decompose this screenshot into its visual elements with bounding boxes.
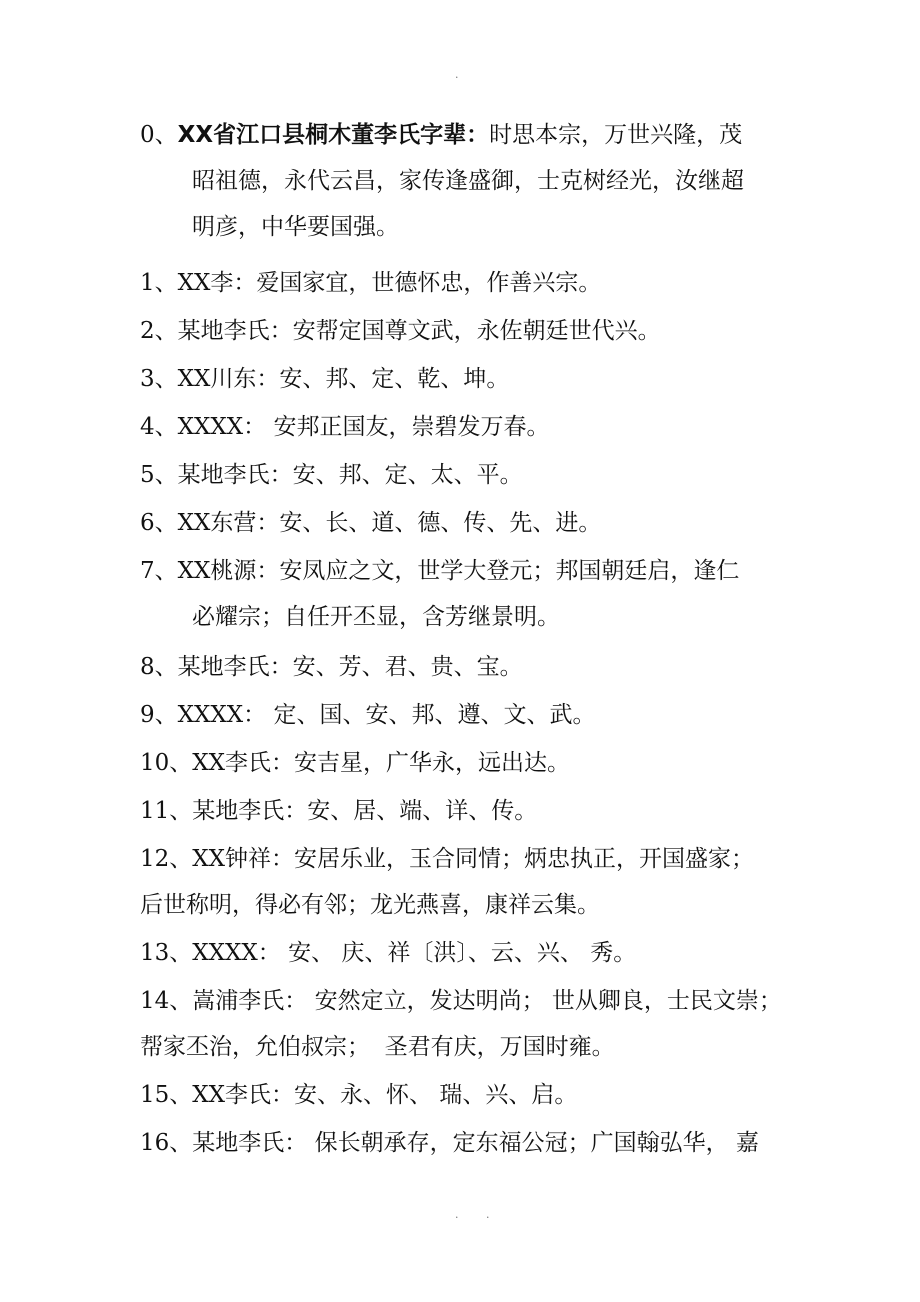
entry-label: XX东营：	[177, 510, 280, 536]
entry-label: XX省江口县桐木董李氏字辈：	[177, 122, 490, 148]
entry-text: 定、国、安、邦、遵、文、武。	[266, 702, 596, 728]
entry-number: 8、	[140, 654, 178, 680]
entry-text: 时思本宗，万世兴隆，茂	[489, 122, 743, 148]
entry-text: 安然定立，发达明尚； 世从卿良，士民文崇；	[307, 988, 782, 1014]
entry-number: 13、	[140, 940, 193, 966]
list-item-16	[140, 1120, 785, 1166]
list-item-10	[140, 740, 785, 786]
entry-label: XXXX：	[177, 702, 267, 728]
page-dot-top: ·	[455, 71, 459, 84]
entry-label: XXXX：	[192, 940, 281, 966]
list-item-1	[140, 260, 785, 306]
list-item-7	[140, 548, 785, 640]
document-body	[140, 112, 785, 1168]
entry-text: 安凤应之文，世学大登元；邦国朝廷启，逢仁	[279, 558, 740, 584]
entry-number: 1、	[140, 270, 178, 296]
entry-label: XX桃源：	[177, 558, 280, 584]
list-item-11	[140, 788, 785, 834]
entry-text: 安邦正国友，崇碧发万春。	[266, 414, 550, 440]
entry-text: 安、邦、定、乾、坤。	[279, 366, 510, 392]
list-item-14	[140, 978, 785, 1070]
entry-number: 4、	[140, 414, 178, 440]
list-item-9	[140, 692, 785, 738]
entry-number: 15、	[140, 1082, 193, 1108]
list-item-4	[140, 404, 785, 450]
list-item-15	[140, 1072, 785, 1118]
entry-text: 安、邦、定、太、平。	[292, 462, 523, 488]
entry-text: 安、长、道、德、传、先、进。	[279, 510, 602, 536]
entry-text: 安吉星，广华永，远出达。	[294, 750, 571, 776]
entry-number: 10、	[140, 750, 193, 776]
entry-text: 安居乐业，玉合同情；炳忠执正，开国盛家；	[294, 846, 755, 872]
entry-number: 5、	[140, 462, 178, 488]
entry-text: 保长朝承存，定东福公冠；广国翰弘华， 嘉	[307, 1130, 759, 1156]
entry-number: 12、	[140, 846, 193, 872]
entry-text: 必耀宗；自任开丕显，含芳继景明。	[192, 604, 560, 630]
entry-label: 嵩浦李氏：	[192, 988, 308, 1014]
entry-text: 帮家丕治，允伯叔宗； 圣君有庆，万国时雍。	[140, 1034, 615, 1060]
entry-text: 明彦，中华要国强。	[192, 214, 399, 240]
page-dot-bottom: · ·	[455, 1211, 502, 1224]
entry-label: 某地李氏：	[177, 318, 293, 344]
entry-text: 昭祖德，永代云昌，家传逢盛御，士克树经光，汝继超	[192, 168, 744, 194]
entry-label: 某地李氏：	[192, 1130, 308, 1156]
entry-text: 安、永、怀、 瑞、兴、启。	[294, 1082, 578, 1108]
entry-text: 安帮定国尊文武，永佐朝廷世代兴。	[292, 318, 661, 344]
entry-text: 后世称明，得必有邻；龙光燕喜，康祥云集。	[140, 892, 600, 918]
list-item-6	[140, 500, 785, 546]
list-item-13	[140, 930, 785, 976]
entry-number: 11、	[140, 798, 193, 824]
entry-number: 14、	[140, 988, 193, 1014]
entry-text: 安、居、端、详、传。	[307, 798, 538, 824]
entry-number: 9、	[140, 702, 178, 728]
entry-number: 2、	[140, 318, 178, 344]
entry-number: 0、	[140, 122, 178, 148]
entry-label: 某地李氏：	[177, 654, 293, 680]
entry-text: 安、芳、君、贵、宝。	[292, 654, 523, 680]
entry-label: 某地李氏：	[177, 462, 293, 488]
list-item-3	[140, 356, 785, 402]
list-item-12	[140, 836, 785, 928]
entry-label: 某地李氏：	[192, 798, 308, 824]
entry-text: 爱国家宜，世德怀忠，作善兴宗。	[256, 270, 602, 296]
list-item-5	[140, 452, 785, 498]
list-item-2	[140, 308, 785, 354]
entry-label: XX川东：	[177, 366, 280, 392]
entry-label: XX钟祥：	[192, 846, 295, 872]
entry-number: 6、	[140, 510, 178, 536]
entry-label: XX李：	[177, 270, 257, 296]
entry-label: XX李氏：	[192, 1082, 295, 1108]
entry-number: 7、	[140, 558, 178, 584]
entry-label: XX李氏：	[192, 750, 295, 776]
list-item-8	[140, 644, 785, 690]
entry-text: 安、 庆、祥〔洪〕、云、兴、 秀。	[280, 940, 637, 966]
list-item-0	[140, 112, 785, 250]
entry-number: 3、	[140, 366, 178, 392]
entry-label: XXXX：	[177, 414, 267, 440]
entry-number: 16、	[140, 1130, 193, 1156]
